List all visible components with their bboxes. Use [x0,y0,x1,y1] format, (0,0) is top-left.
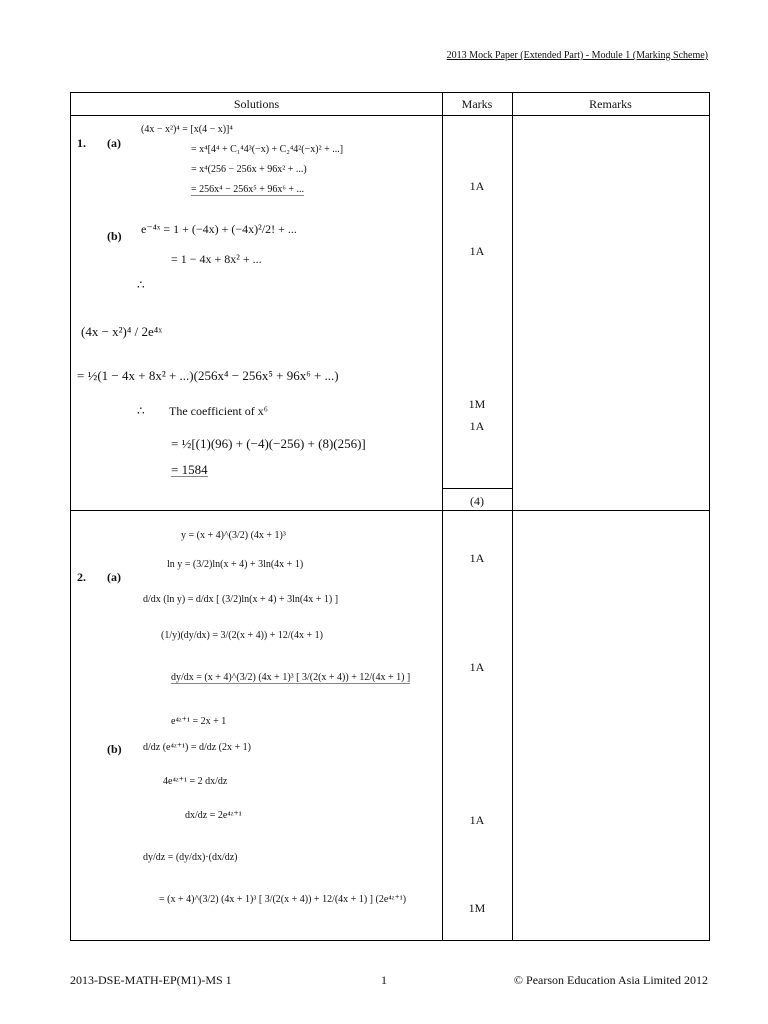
footer-code: 2013-DSE-MATH-EP(M1)-MS 1 [70,973,232,987]
q1a-line-3: = x⁴(256 − 256x + 96x² + ...) [191,164,307,175]
page-number: 1 [381,973,387,987]
q2-number: 2. [77,570,86,584]
col-divider-2 [512,93,513,940]
q1-mark-2: 1A [469,244,485,258]
q2-part-b: (b) [107,742,122,756]
q1-mark-3: 1M [468,397,486,411]
question-divider [71,510,709,511]
q2b-line-5: dy/dz = (dy/dx)·(dx/dz) [143,852,238,863]
col-header-solutions: Solutions [233,97,280,111]
q2b-line-1: e⁴ᶻ⁺¹ = 2x + 1 [171,716,227,727]
footer-copyright: © Pearson Education Asia Limited 2012 [513,973,708,987]
q2a-line-1: y = (x + 4)^(3/2) (4x + 1)³ [181,530,286,541]
q1-total: (4) [470,494,484,508]
q2b-line-3: 4e⁴ᶻ⁺¹ = 2 dx/dz [163,776,228,787]
coefficient-label: The coefficient of x⁶ [169,404,268,418]
q2b-line-6: = (x + 4)^(3/2) (4x + 1)³ [ 3/(2(x + 4)) + 12/(4x + 1) ] (2e⁴ᶻ⁺¹) [159,894,407,905]
q1a-line-2: = x⁴[4⁴ + C₁⁴4³(−x) + C₂⁴4²(−x)² + ...] [191,144,344,155]
q2-mark-4: 1M [468,901,486,915]
q1a-line-1: (4x − x²)⁴ = [x(4 − x)]⁴ [141,124,233,135]
q2-part-a: (a) [107,570,121,584]
q2b-line-2: d/dz (e⁴ᶻ⁺¹) = d/dz (2x + 1) [143,742,251,753]
therefore-symbol-2: ∴ [137,404,145,418]
q1-part-b: (b) [107,229,122,243]
q1-mark-1: 1A [469,179,485,193]
q2a-line-3: d/dx (ln y) = d/dx [ (3/2)ln(x + 4) + 3ln(4x + 1) ] [143,594,339,605]
q2a-line-4: (1/y)(dy/dx) = 3/(2(x + 4)) + 12/(4x + 1) [161,630,323,641]
q1-part-a: (a) [107,136,121,150]
q1-expression: (4x − x²)⁴ / 2e⁴ˣ [81,324,163,339]
header-row-rule [71,115,709,116]
q1-number: 1. [77,136,86,150]
q2-mark-2: 1A [469,660,485,674]
col-header-remarks: Remarks [589,97,632,111]
q2a-line-2: ln y = (3/2)ln(x + 4) + 3ln(4x + 1) [167,559,304,570]
marking-table [70,92,710,941]
q1-product-line: = ½(1 − 4x + 8x² + ...)(256x⁴ − 256x⁵ + 96x⁶ + ...) [77,368,339,383]
q1-answer: = 1584 [171,462,208,477]
q1-mark-4: 1A [469,419,485,433]
total-row-rule [442,488,512,489]
q2a-line-5: dy/dx = (x + 4)^(3/2) (4x + 1)³ [ 3/(2(x + 4)) + 12/(4x + 1) ] [171,672,411,683]
col-header-marks: Marks [461,97,493,111]
q1b-line-2: = 1 − 4x + 8x² + ... [171,252,262,266]
q2b-line-4: dx/dz = 2e⁴ᶻ⁺¹ [185,810,242,821]
q1a-line-4: = 256x⁴ − 256x⁵ + 96x⁶ + ... [191,184,305,195]
page-header: 2013 Mock Paper (Extended Part) - Module 1 (Marking Scheme) [446,50,708,61]
q2-mark-3: 1A [469,813,485,827]
therefore-symbol-1: ∴ [137,278,145,292]
q1b-line-1: e⁻⁴ˣ = 1 + (−4x) + (−4x)²/2! + ... [141,222,297,236]
q1-coef-calc: = ½[(1)(96) + (−4)(−256) + (8)(256)] [171,436,366,451]
q2-mark-1: 1A [469,551,485,565]
